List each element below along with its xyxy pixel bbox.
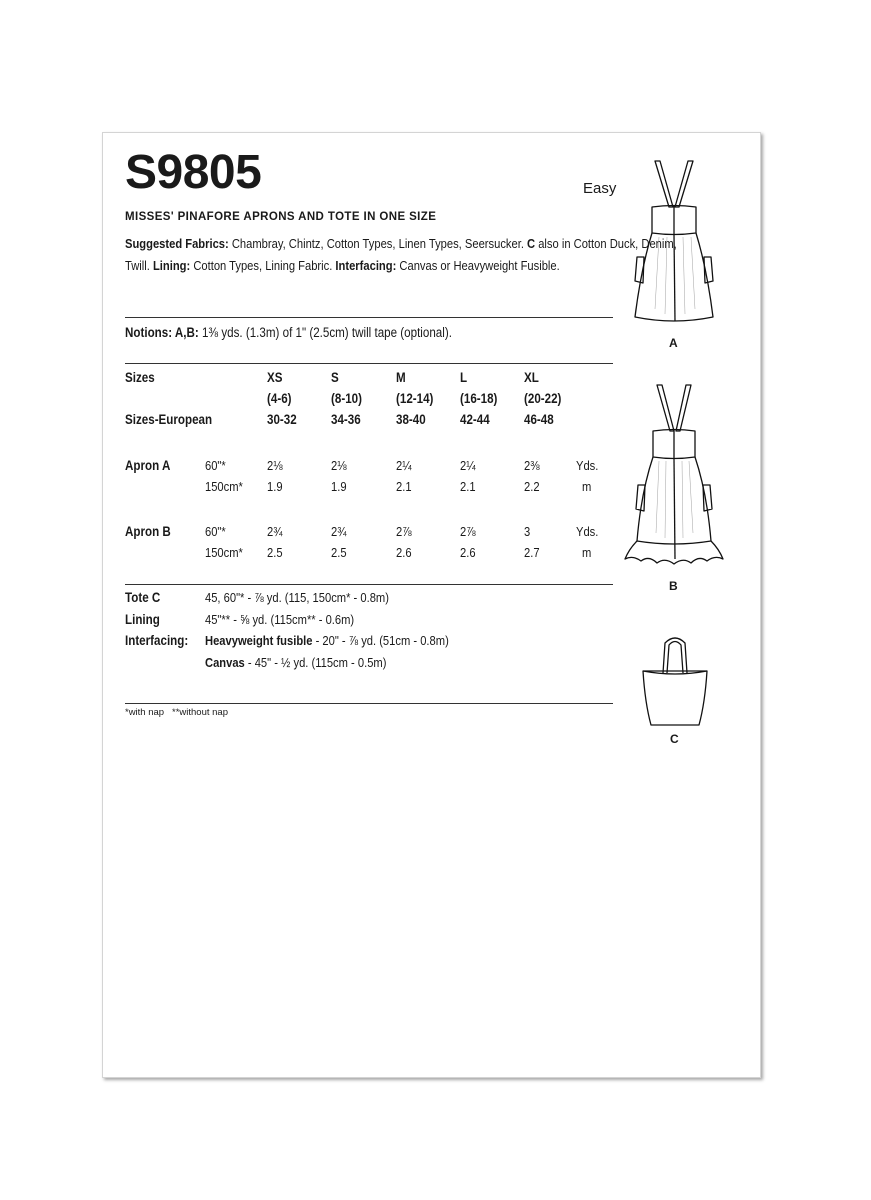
apron-b-xs-yds: 2¾ bbox=[267, 524, 283, 539]
apron-b-xl-yds: 3 bbox=[524, 524, 531, 539]
size-l-european: 42-44 bbox=[460, 412, 490, 427]
apron-b-s-yds: 2¾ bbox=[331, 524, 347, 539]
size-m-european: 38-40 bbox=[396, 412, 426, 427]
apron-b-width-150: 150cm* bbox=[205, 545, 243, 560]
suggested-fabrics-label: Suggested Fabrics: bbox=[125, 236, 229, 251]
view-c-fabrics: also in Cotton Duck, Denim, Twill. bbox=[125, 236, 677, 273]
size-xs-european: 30-32 bbox=[267, 412, 297, 427]
apron-b-width-60: 60"* bbox=[205, 524, 226, 539]
apron-a-l-m: 2.1 bbox=[460, 479, 476, 494]
apron-b-m-yds: 2⅞ bbox=[396, 524, 412, 539]
apron-a-width-60: 60"* bbox=[205, 458, 226, 473]
apron-a-unit-yds: Yds. bbox=[576, 458, 599, 473]
size-s-european: 34-36 bbox=[331, 412, 361, 427]
pattern-number: S9805 bbox=[125, 146, 262, 199]
size-l-code: L bbox=[460, 370, 468, 385]
lining-fabrics: Cotton Types, Lining Fabric. bbox=[190, 258, 336, 273]
size-s-code: S bbox=[331, 370, 339, 385]
interfacing-fabrics: Canvas or Heavyweight Fusible. bbox=[396, 258, 560, 273]
suggested-fabrics-text: Chambray, Chintz, Cotton Types, Linen Types, Seersucker. bbox=[228, 236, 528, 251]
apron-a-xl-yds: 2⅜ bbox=[524, 458, 540, 473]
apron-a-s-m: 1.9 bbox=[331, 479, 347, 494]
apron-a-label: Apron A bbox=[125, 458, 171, 473]
tote-heavyweight: Heavyweight fusible - 20" - ⅞ yd. (51cm - 0.8m) bbox=[205, 633, 449, 648]
tote-lining-label: Lining bbox=[125, 612, 160, 627]
footnote: *with nap **without nap bbox=[125, 707, 228, 718]
notions bbox=[125, 325, 505, 340]
apron-a-xs-yds: 2⅛ bbox=[267, 458, 283, 473]
apron-b-label: Apron B bbox=[125, 524, 171, 539]
tote-c-label: Tote C bbox=[125, 590, 161, 605]
apron-b-xl-m: 2.7 bbox=[524, 545, 540, 560]
apron-a-icon bbox=[629, 159, 719, 327]
apron-b-unit-m: m bbox=[582, 545, 592, 560]
view-b-label: B bbox=[669, 579, 678, 593]
tote-c-fabric: 45, 60"* - ⅞ yd. (115, 150cm* - 0.8m) bbox=[205, 590, 389, 605]
view-c-label: C bbox=[670, 732, 679, 746]
lining-label: Lining: bbox=[152, 258, 191, 273]
apron-b-m-m: 2.6 bbox=[396, 545, 412, 560]
tote-bag-icon bbox=[639, 629, 711, 729]
notions-label: Notions: A,B: bbox=[125, 325, 199, 340]
apron-a-xl-m: 2.2 bbox=[524, 479, 540, 494]
interfacing-label: Interfacing: bbox=[335, 258, 397, 273]
size-xs-code: XS bbox=[267, 370, 283, 385]
divider bbox=[125, 317, 613, 318]
apron-b-icon bbox=[619, 383, 729, 573]
size-xl-code: XL bbox=[524, 370, 539, 385]
apron-a-m-yds: 2¼ bbox=[396, 458, 412, 473]
apron-a-width-150: 150cm* bbox=[205, 479, 243, 494]
apron-b-l-m: 2.6 bbox=[460, 545, 476, 560]
apron-b-xs-m: 2.5 bbox=[267, 545, 283, 560]
apron-a-xs-m: 1.9 bbox=[267, 479, 283, 494]
divider bbox=[125, 703, 613, 704]
notions-text: 1⅜ yds. (1.3m) of 1" (2.5cm) twill tape (optional). bbox=[198, 325, 452, 340]
view-a-label: A bbox=[669, 336, 678, 350]
size-s-range: (8-10) bbox=[331, 391, 362, 406]
size-xl-range: (20-22) bbox=[524, 391, 562, 406]
apron-a-unit-m: m bbox=[582, 479, 592, 494]
divider bbox=[125, 363, 613, 364]
apron-b-unit-yds: Yds. bbox=[576, 524, 599, 539]
apron-b-l-yds: 2⅞ bbox=[460, 524, 476, 539]
size-m-code: M bbox=[396, 370, 406, 385]
tote-canvas: Canvas - 45" - ½ yd. (115cm - 0.5m) bbox=[205, 655, 387, 670]
pattern-envelope-back bbox=[102, 132, 761, 1078]
difficulty-level: Easy bbox=[583, 180, 617, 197]
size-l-range: (16-18) bbox=[460, 391, 498, 406]
apron-b-s-m: 2.5 bbox=[331, 545, 347, 560]
sizes-european-label: Sizes-European bbox=[125, 412, 213, 427]
tote-interfacing-label: Interfacing: bbox=[125, 633, 189, 648]
tote-lining-text: 45"** - ⅝ yd. (115cm** - 0.6m) bbox=[205, 612, 355, 627]
apron-a-m-m: 2.1 bbox=[396, 479, 412, 494]
apron-a-l-yds: 2¼ bbox=[460, 458, 476, 473]
view-c-label: C bbox=[527, 236, 536, 251]
suggested-fabrics bbox=[125, 233, 685, 277]
sizes-label: Sizes bbox=[125, 370, 155, 385]
size-m-range: (12-14) bbox=[396, 391, 434, 406]
divider bbox=[125, 584, 613, 585]
pattern-title: MISSES' PINAFORE APRONS AND TOTE IN ONE SIZE bbox=[125, 211, 437, 223]
size-xl-european: 46-48 bbox=[524, 412, 554, 427]
apron-a-s-yds: 2⅛ bbox=[331, 458, 347, 473]
size-xs-range: (4-6) bbox=[267, 391, 292, 406]
